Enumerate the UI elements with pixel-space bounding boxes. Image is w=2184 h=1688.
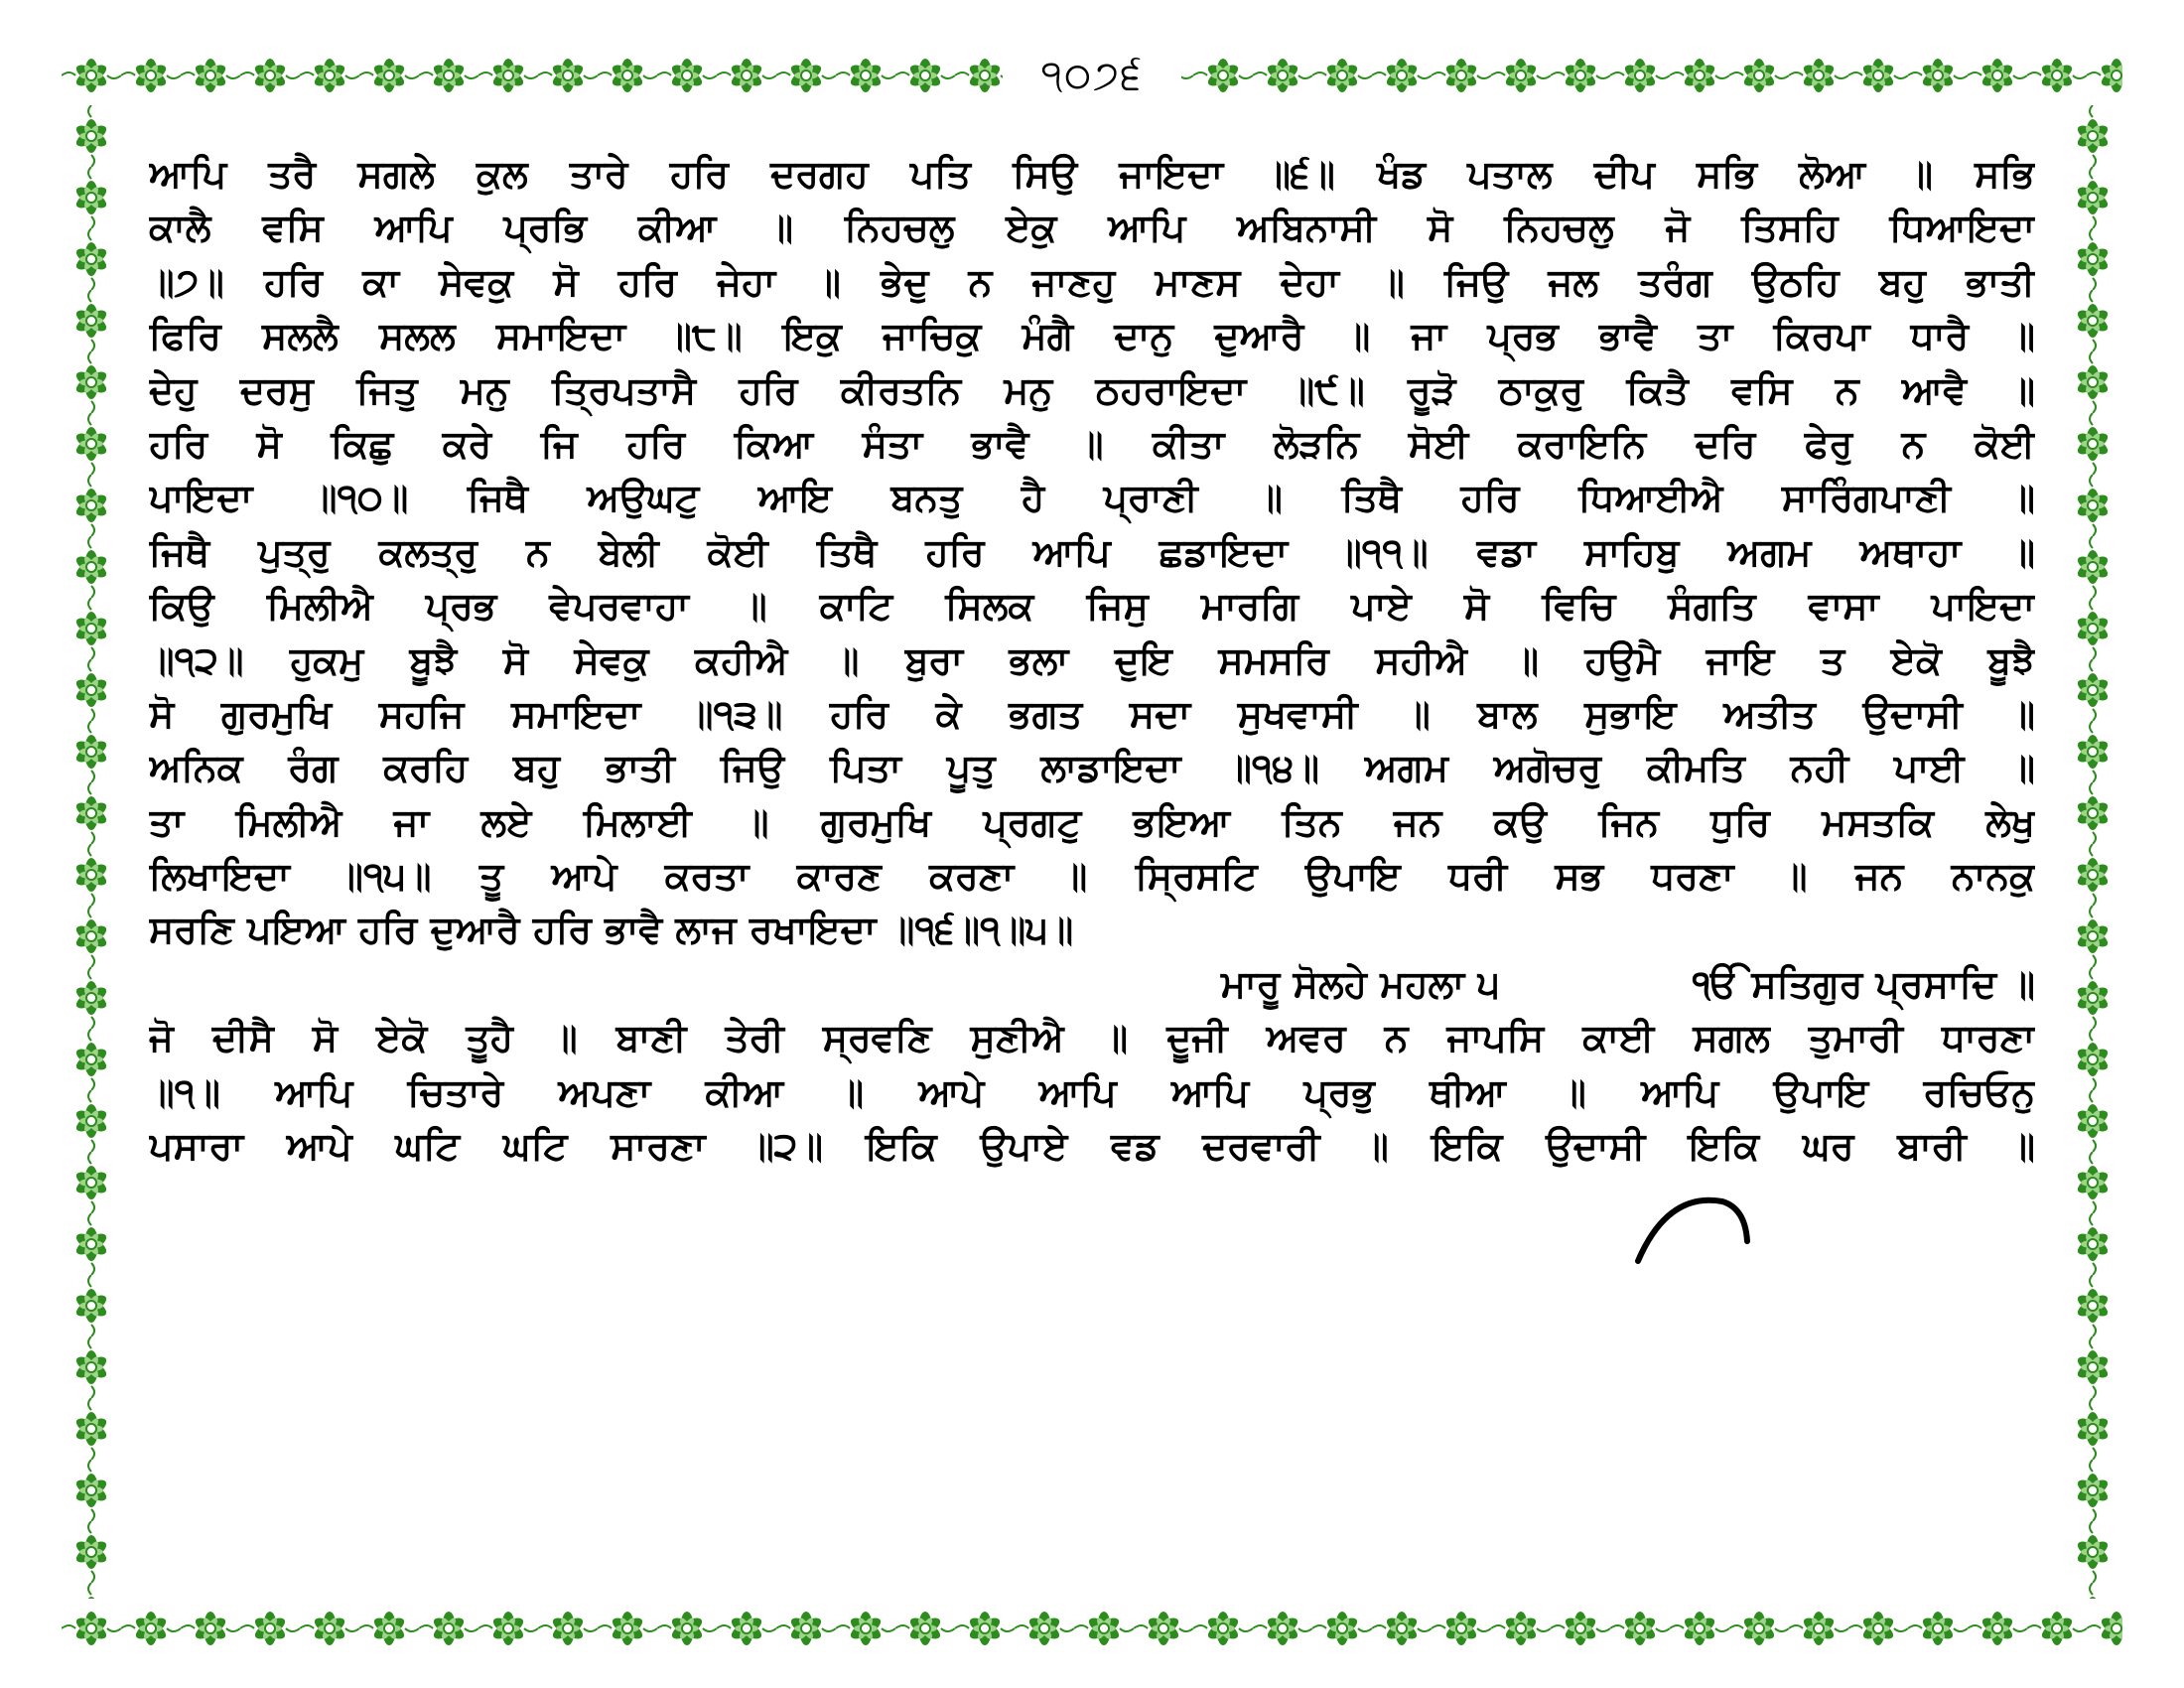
flower-icon bbox=[2063, 105, 2122, 1599]
text-line: ਦੇਹੁ ਦਰਸੁ ਜਿਤੁ ਮਨੁ ਤ੍ਰਿਪਤਾਸੈ ਹਰਿ ਕੀਰਤਨਿ ਮਨੁ ਠਹਰਾਇਦਾ ॥੯॥ ਰੂੜੋ ਠਾਕੁਰੁ ਕਿਤੈ ਵਸਿ ਨ ਆਵੈ ॥ bbox=[149, 367, 2035, 412]
text-line: ॥੧॥ ਆਪਿ ਚਿਤਾਰੇ ਅਪਣਾ ਕੀਆ ॥ ਆਪੇ ਆਪਿ ਆਪਿ ਪ੍ਰਭੁ ਥੀਆ ॥ ਆਪਿ ਉਪਾਇ ਰਚਿਓਨੁ bbox=[149, 1069, 2035, 1114]
text-line: ਪਾਇਦਾ ॥੧੦॥ ਜਿਥੈ ਅਉਘਟੁ ਆਇ ਬਨਤੁ ਹੈ ਪ੍ਰਾਣੀ ॥ ਤਿਥੈ ਹਰਿ ਧਿਆਈਐ ਸਾਰਿੰਗਪਾਣੀ ॥ bbox=[149, 476, 2035, 520]
text-line: ਤਾ ਮਿਲੀਐ ਜਾ ਲਏ ਮਿਲਾਈ ॥ ਗੁਰਮੁਖਿ ਪ੍ਰਗਟੁ ਭਇਆ ਤਿਨ ਜਨ ਕਉ ਜਿਨ ਧੁਰਿ ਮਸਤਕਿ ਲੇਖੁ bbox=[149, 799, 2035, 844]
text-line: ਅਨਿਕ ਰੰਗ ਕਰਹਿ ਬਹੁ ਭਾਤੀ ਜਿਉ ਪਿਤਾ ਪੂਤੁ ਲਾਡਾਇਦਾ ॥੧੪॥ ਅਗਮ ਅਗੋਚਰੁ ਕੀਮਤਿ ਨਹੀ ਪਾਈ ॥ bbox=[149, 746, 2035, 790]
flower-icon bbox=[62, 1599, 2122, 1658]
heading-mool-mantar: ੴ ਸਤਿਗੁਰ ਪ੍ਰਸਾਦਿ ॥ bbox=[1692, 961, 2035, 1006]
text-line: ਆਪਿ ਤਰੈ ਸਗਲੇ ਕੁਲ ਤਾਰੇ ਹਰਿ ਦਰਗਹ ਪਤਿ ਸਿਉ ਜਾਇਦਾ ॥੬॥ ਖੰਡ ਪਤਾਲ ਦੀਪ ਸਭਿ ਲੋਆ ॥ ਸਭਿ bbox=[149, 152, 2035, 196]
page-number-box bbox=[1003, 50, 1181, 101]
flower-icon bbox=[62, 105, 121, 1599]
text-line: ॥੧੨॥ ਹੁਕਮੁ ਬੂਝੈ ਸੋ ਸੇਵਕੁ ਕਹੀਐ ॥ ਬੁਰਾ ਭਲਾ ਦੁਇ ਸਮਸਰਿ ਸਹੀਐ ॥ ਹਉਮੈ ਜਾਇ ਤ ਏਕੋ ਬੂਝੈ bbox=[149, 637, 2035, 682]
text-line: ਹਰਿ ਸੋ ਕਿਛੁ ਕਰੇ ਜਿ ਹਰਿ ਕਿਆ ਸੰਤਾ ਭਾਵੈ ॥ ਕੀਤਾ ਲੋੜਨਿ ਸੋਈ ਕਰਾਇਨਿ ਦਰਿ ਫੇਰੁ ਨ ਕੋਈ bbox=[149, 421, 2035, 466]
floral-border-left bbox=[62, 105, 121, 1599]
section-heading bbox=[149, 957, 2035, 1011]
page-number: ੧੦੭੬ bbox=[1040, 53, 1144, 98]
text-line: ਲਿਖਾਇਦਾ ॥੧੫॥ ਤੂ ਆਪੇ ਕਰਤਾ ਕਾਰਣ ਕਰਣਾ ॥ ਸ੍ਰਿਸਟਿ ਉਪਾਇ ਧਰੀ ਸਭ ਧਰਣਾ ॥ ਜਨ ਨਾਨਕੁ bbox=[149, 854, 2035, 899]
text-line: ਸੋ ਗੁਰਮੁਖਿ ਸਹਜਿ ਸਮਾਇਦਾ ॥੧੩॥ ਹਰਿ ਕੇ ਭਗਤ ਸਦਾ ਸੁਖਵਾਸੀ ॥ ਬਾਲ ਸੁਭਾਇ ਅਤੀਤ ਉਦਾਸੀ ॥ bbox=[149, 691, 2035, 736]
heading-raag: ਮਾਰੂ ਸੋਲਹੇ ਮਹਲਾ ੫ bbox=[1221, 961, 1500, 1006]
text-line: ਜਿਥੈ ਪੁਤ੍ਰੁ ਕਲਤ੍ਰੁ ਨ ਬੇਲੀ ਕੋਈ ਤਿਥੈ ਹਰਿ ਆਪਿ ਛਡਾਇਦਾ ॥੧੧॥ ਵਡਾ ਸਾਹਿਬੁ ਅਗਮ ਅਥਾਹਾ ॥ bbox=[149, 529, 2035, 574]
floral-border-bottom bbox=[62, 1599, 2122, 1658]
text-line: ॥੭॥ ਹਰਿ ਕਾ ਸੇਵਕੁ ਸੋ ਹਰਿ ਜੇਹਾ ॥ ਭੇਦੁ ਨ ਜਾਣਹੁ ਮਾਣਸ ਦੇਹਾ ॥ ਜਿਉ ਜਲ ਤਰੰਗ ਉਠਹਿ ਬਹੁ ਭਾਤੀ bbox=[149, 259, 2035, 304]
text-line: ਪਸਾਰਾ ਆਪੇ ਘਟਿ ਘਟਿ ਸਾਰਣਾ ॥੨॥ ਇਕਿ ਉਪਾਏ ਵਡ ਦਰਵਾਰੀ ॥ ਇਕਿ ਉਦਾਸੀ ਇਕਿ ਘਰ ਬਾਰੀ ॥ bbox=[149, 1124, 2035, 1169]
text-line: ਕਾਲੈ ਵਸਿ ਆਪਿ ਪ੍ਰਭਿ ਕੀਆ ॥ ਨਿਹਚਲੁ ਏਕੁ ਆਪਿ ਅਬਿਨਾਸੀ ਸੋ ਨਿਹਚਲੁ ਜੋ ਤਿਸਹਿ ਧਿਆਇਦਾ bbox=[149, 206, 2035, 250]
floral-border-right bbox=[2063, 105, 2122, 1599]
scripture-text bbox=[149, 147, 2035, 1173]
text-line: ਕਿਉ ਮਿਲੀਐ ਪ੍ਰਭ ਵੇਪਰਵਾਹਾ ॥ ਕਾਟਿ ਸਿਲਕ ਜਿਸੁ ਮਾਰਗਿ ਪਾਏ ਸੋ ਵਿਚਿ ਸੰਗਤਿ ਵਾਸਾ ਪਾਇਦਾ bbox=[149, 584, 2035, 629]
text-line: ਸਰਣਿ ਪਇਆ ਹਰਿ ਦੁਆਰੈ ਹਰਿ ਭਾਵੈ ਲਾਜ ਰਖਾਇਦਾ ॥੧੬॥੧॥੫॥ bbox=[149, 908, 1074, 952]
text-line: ਜੋ ਦੀਸੈ ਸੋ ਏਕੋ ਤੂਹੈ ॥ ਬਾਣੀ ਤੇਰੀ ਸ੍ਰਵਣਿ ਸੁਣੀਐ ॥ ਦੂਜੀ ਅਵਰ ਨ ਜਾਪਸਿ ਕਾਈ ਸਗਲ ਤੁਮਾਰੀ ਧਾਰਣਾ bbox=[149, 1016, 2035, 1060]
text-line: ਫਿਰਿ ਸਲਲੈ ਸਲਲ ਸਮਾਇਦਾ ॥੮॥ ਇਕੁ ਜਾਚਿਕੁ ਮੰਗੈ ਦਾਨੁ ਦੁਆਰੈ ॥ ਜਾ ਪ੍ਰਭ ਭਾਵੈ ਤਾ ਕਿਰਪਾ ਧਾਰੈ ॥ bbox=[149, 314, 2035, 358]
onkar-arc-icon bbox=[1628, 1187, 1767, 1266]
